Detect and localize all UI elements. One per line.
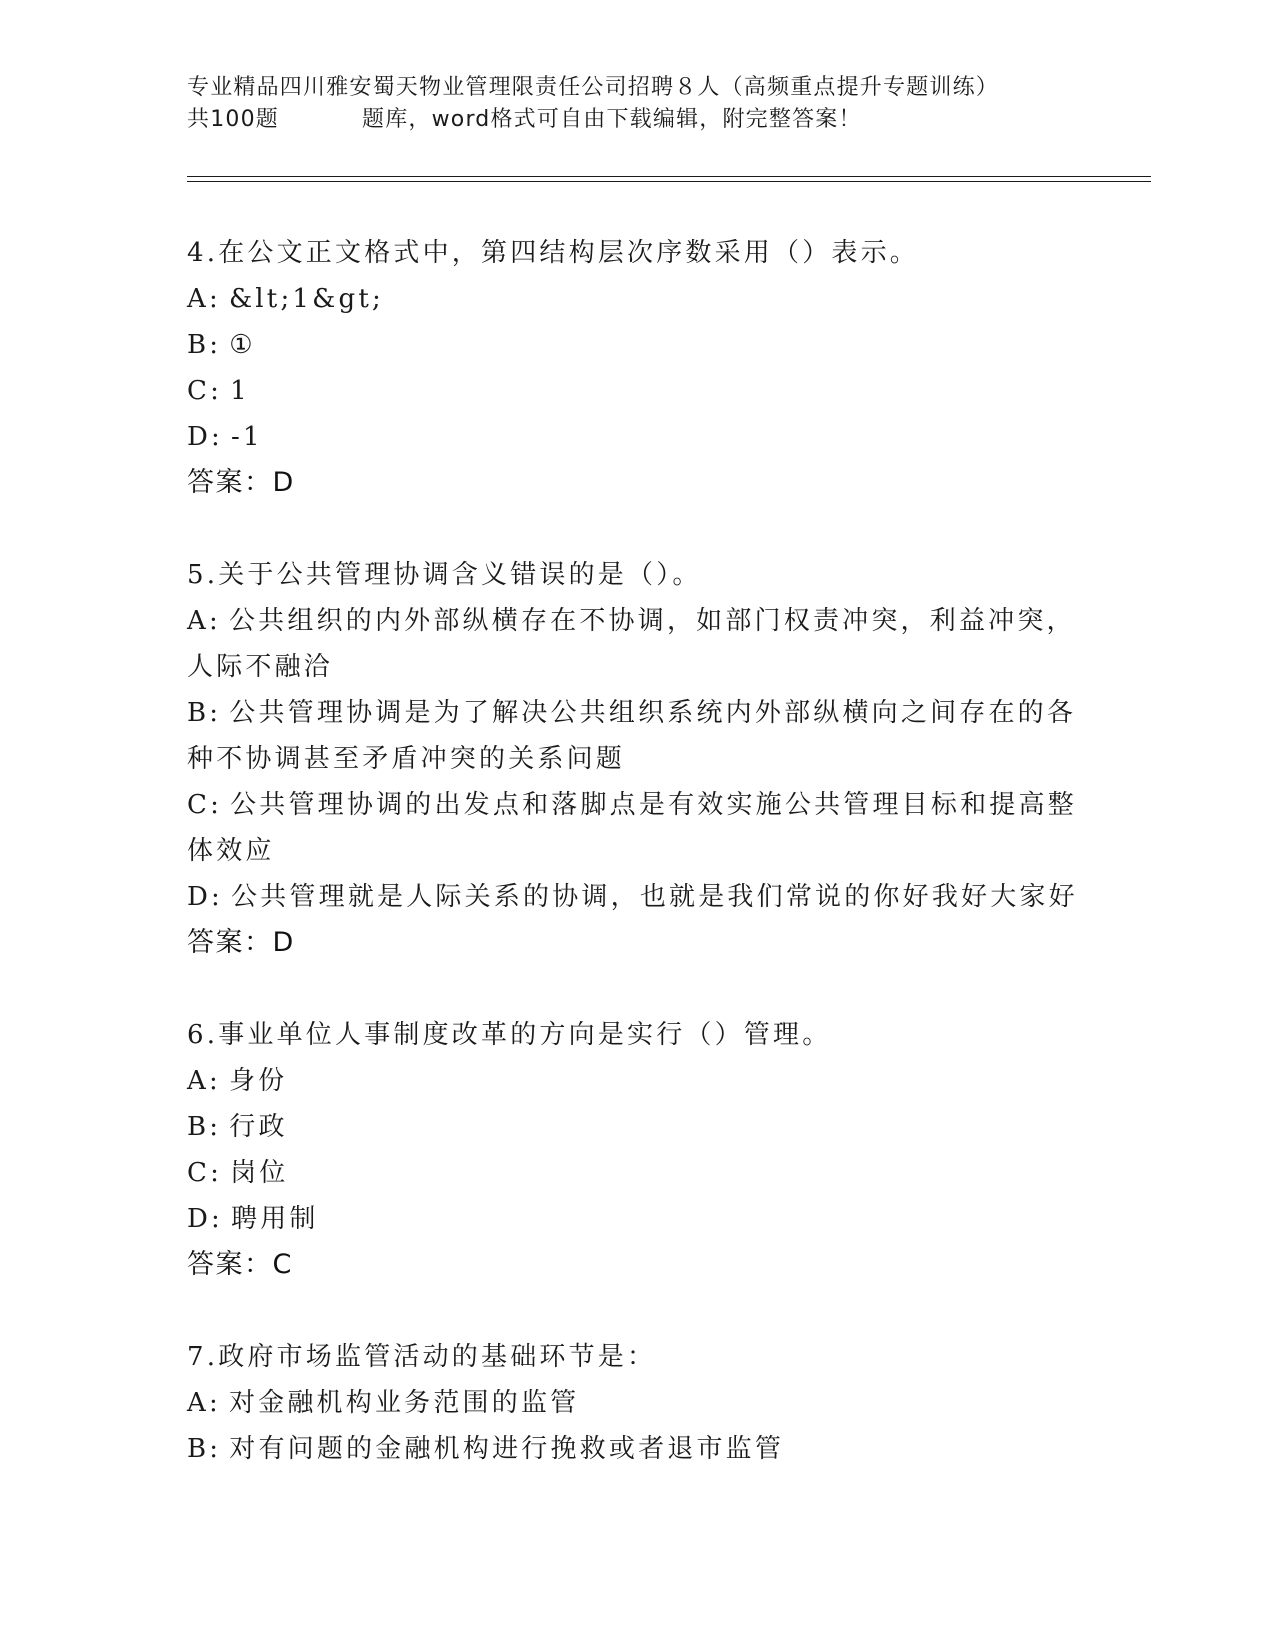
question-list bbox=[187, 230, 1087, 1518]
option-text: 公共组织的内外部纵横存在不协调，如部门权责冲突，利益冲突，人际不融洽 bbox=[187, 606, 1076, 682]
option-key: A: bbox=[187, 284, 221, 314]
option-c bbox=[187, 1150, 1087, 1196]
option-text: ① bbox=[229, 330, 256, 360]
option-d bbox=[187, 414, 1087, 460]
question-stem: 5.关于公共管理协调含义错误的是（）。 bbox=[187, 560, 702, 590]
option-d bbox=[187, 1196, 1087, 1242]
option-key: D: bbox=[187, 1204, 224, 1234]
answer-line: 答案：D bbox=[187, 467, 295, 498]
option-a bbox=[187, 276, 1087, 322]
option-text: -1 bbox=[231, 422, 263, 452]
option-text: 公共管理协调是为了解决公共组织系统内外部纵横向之间存在的各种不协调甚至矛盾冲突的关系问题 bbox=[187, 698, 1077, 774]
question-7 bbox=[187, 1334, 1087, 1472]
option-text: 身份 bbox=[228, 1066, 288, 1096]
option-a bbox=[187, 1058, 1087, 1104]
header-divider-bottom bbox=[187, 181, 1151, 182]
option-key: D: bbox=[187, 422, 224, 452]
header-divider-top bbox=[187, 176, 1151, 177]
document-header bbox=[187, 72, 1087, 136]
option-b bbox=[187, 1426, 1087, 1472]
option-key: A: bbox=[187, 606, 221, 636]
option-text: 岗位 bbox=[230, 1158, 289, 1188]
question-stem: 6.事业单位人事制度改革的方向是实行（）管理。 bbox=[187, 1020, 832, 1050]
option-d bbox=[187, 874, 1087, 920]
question-stem: 4.在公文正文格式中，第四结构层次序数采用（）表示。 bbox=[187, 238, 920, 268]
option-b bbox=[187, 690, 1087, 782]
option-text: &lt;1&gt; bbox=[228, 284, 384, 314]
option-key: B: bbox=[187, 1434, 222, 1464]
option-a bbox=[187, 598, 1087, 690]
answer-line: 答案：D bbox=[187, 927, 295, 958]
document-title: 专业精品四川雅安蜀天物业管理限责任公司招聘８人（高频重点提升专题训练） bbox=[187, 75, 1000, 100]
document-subtitle: 题库，word格式可自由下载编辑，附完整答案！ bbox=[362, 107, 862, 132]
option-key: B: bbox=[187, 1112, 222, 1142]
option-key: B: bbox=[187, 330, 222, 360]
option-text: 行政 bbox=[229, 1112, 288, 1142]
question-4 bbox=[187, 230, 1087, 506]
question-6 bbox=[187, 1012, 1087, 1288]
option-key: C: bbox=[187, 376, 223, 406]
question-count: 共100题 bbox=[187, 107, 279, 132]
option-b bbox=[187, 1104, 1087, 1150]
option-c bbox=[187, 782, 1087, 874]
question-stem: 7.政府市场监管活动的基础环节是： bbox=[187, 1342, 657, 1372]
option-b bbox=[187, 322, 1087, 368]
option-key: C: bbox=[187, 790, 223, 820]
option-key: A: bbox=[187, 1388, 221, 1418]
option-c bbox=[187, 368, 1087, 414]
option-text: 聘用制 bbox=[231, 1204, 319, 1234]
document-subtitle-line bbox=[187, 104, 1087, 136]
option-text: 公共管理就是人际关系的协调，也就是我们常说的你好我好大家好 bbox=[231, 882, 1078, 912]
option-key: B: bbox=[187, 698, 222, 728]
option-text: 1 bbox=[230, 376, 250, 406]
option-text: 对金融机构业务范围的监管 bbox=[228, 1388, 580, 1418]
option-a bbox=[187, 1380, 1087, 1426]
option-key: C: bbox=[187, 1158, 223, 1188]
option-key: A: bbox=[187, 1066, 221, 1096]
question-5 bbox=[187, 552, 1087, 966]
option-text: 对有问题的金融机构进行挽救或者退市监管 bbox=[229, 1434, 785, 1464]
option-key: D: bbox=[187, 882, 224, 912]
answer-line: 答案：C bbox=[187, 1249, 293, 1280]
option-text: 公共管理协调的出发点和落脚点是有效实施公共管理目标和提高整体效应 bbox=[187, 790, 1077, 866]
